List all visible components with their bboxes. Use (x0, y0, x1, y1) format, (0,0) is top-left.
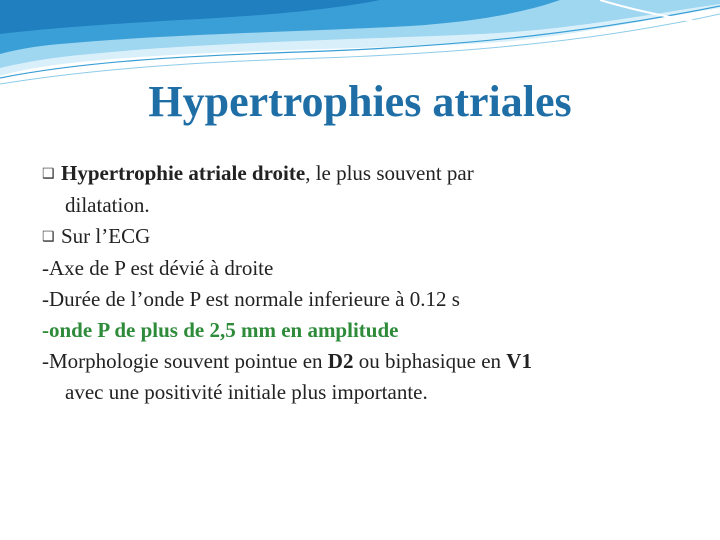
bullet-item-continuation: dilatation. (65, 193, 150, 217)
term-hypertrophie-atriale-droite: Hypertrophie atriale droite (61, 161, 306, 185)
line-axe: -Axe de P est dévié à droite (42, 256, 274, 280)
line-morphologie (42, 346, 682, 377)
square-bullet-icon: ❑ (42, 167, 55, 182)
line-morphologie-continuation: avec une positivité initiale plus importante. (65, 380, 428, 404)
bullet-item-hypertrophie (42, 158, 682, 190)
item-text: Sur l’ECG (61, 224, 151, 248)
line-text: -Morphologie souvent pointue en (42, 349, 328, 373)
item-text: , le plus souvent par (305, 161, 474, 185)
line-onde-amplitude: -onde P de plus de 2,5 mm en amplitude (42, 318, 399, 342)
lead-d2: D2 (327, 349, 354, 373)
slide-title: Hypertrophies atriales (148, 77, 572, 126)
line-duree: -Durée de l’onde P est normale inferieure à 0.12 s (42, 287, 460, 311)
lead-v1: V1 (506, 349, 532, 373)
bullet-item-ecg (42, 221, 682, 253)
line-text: ou biphasique en (353, 349, 507, 373)
slide-body (42, 158, 682, 408)
square-bullet-icon: ❑ (42, 230, 55, 245)
